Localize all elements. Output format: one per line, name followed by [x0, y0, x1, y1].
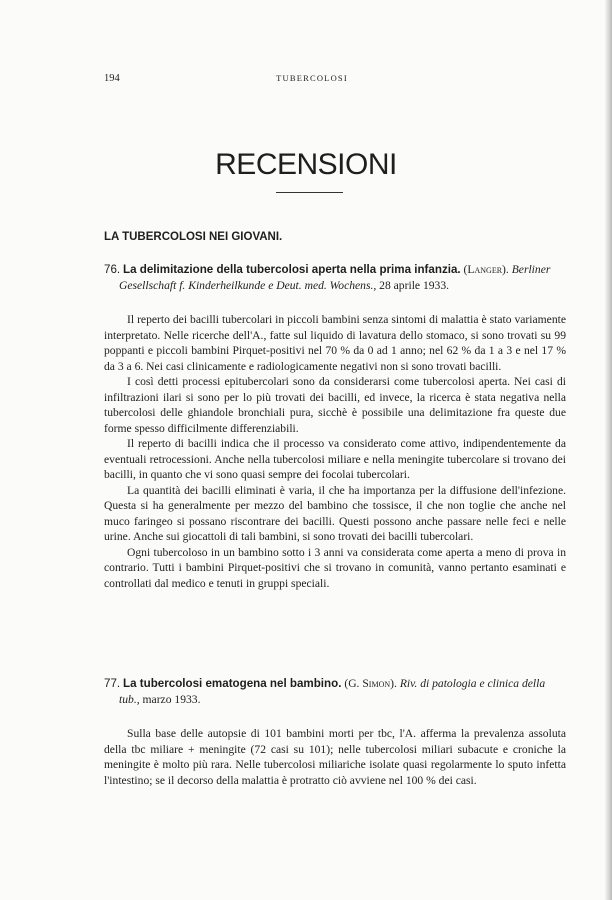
review-entry	[104, 676, 566, 788]
review-author: (Langer).	[463, 263, 509, 276]
review-number: 77.	[104, 677, 121, 690]
review-title: La tubercolosi ematogena nel bambino.	[123, 677, 342, 690]
review-title: La delimitazione della tubercolosi aperta nella prima infanzia.	[123, 263, 461, 276]
page-number: 194	[104, 73, 120, 84]
review-paragraph: Il reperto dei bacilli tubercolari in piccoli bambini senza sintomi di malattia è stato variamente interpretato. Nelle ricerche dell'A., fatte sul liquido di lavatura dello stomaco, si sono trovati su 99 poppanti e piccoli bambini Pirquet-positivi nel 70 % da 0 ad 1 anno; nel 62 % da 1 a 3 e nel 17 % da 3 a 6. Nei casi clinicamente e radiologicamente negativi non si sono trovati bacilli.	[104, 313, 566, 373]
journal-name: TUBERCOLOSI	[276, 73, 348, 83]
review-body	[104, 312, 566, 591]
section-title-rule	[276, 192, 343, 193]
review-paragraph: La quantità dei bacilli eliminati è varia, il che ha importanza per la diffusione dell'infezione. Questa si ha generalmente per mezzo del bambino che tossisce, il che non toglie che anche nel muco faringeo si possano riscontrare dei bacilli. Questi possono anche passare nelle feci e nelle urine. Anche sui giocattoli di tali bambini, si sono trovati dei bacilli tubercolari.	[104, 483, 566, 543]
running-head	[104, 73, 520, 87]
section-title: RECENSIONI	[215, 148, 397, 181]
review-date: 28 aprile 1933.	[379, 278, 450, 292]
review-paragraph: Il reperto di bacilli indica che il processo va considerato come attivo, indipendentemente da eventuali retrocessioni. Anche nella tubercolosi miliare e nella meningite tubercolare si trovano dei bacilli, in quanto che vi sono quasi sempre dei focolai tubercolari.	[104, 437, 566, 481]
topic-heading: LA TUBERCOLOSI NEI GIOVANI.	[104, 231, 283, 243]
review-entry	[104, 262, 566, 591]
review-citation	[104, 262, 566, 293]
review-source: Berliner Gesellschaft f. Kinderheilkunde e Deut. med. Wochens.,	[119, 263, 551, 292]
review-paragraph: Sulla base delle autopsie di 101 bambini morti per tbc, l'A. afferma la prevalenza assoluta della tbc miliare + meningite (72 casi su 101); nelle tubercolosi miliari subacute e croniche la meningite è molto più rara. Nelle tubercolosi miliariche isolate quasi regolarmente lo sputo infetta l'intestino; se il decorso della malattia è protratto ciò avviene nel 100 % dei casi.	[104, 727, 566, 787]
review-number: 76.	[104, 263, 121, 276]
review-source: Riv. di patologia e clinica della tub.,	[119, 677, 546, 706]
review-paragraph: I così detti processi epitubercolari sono da considerarsi come tubercolosi aperta. Nei casi di infiltrazioni ilari si sono per lo più trovati dei bacilli, ed invece, la ricerca è stata negativa nella tubercolosi delle ghiandole bronchiali pura, sicchè è possibile una delimitazione fra queste due forme spesso difficilmente differenziabili.	[104, 375, 566, 435]
review-date: marzo 1933.	[142, 692, 201, 706]
review-citation	[104, 676, 566, 707]
review-author: (G. Simon).	[344, 677, 397, 690]
book-spine-shadow	[605, 0, 612, 900]
review-paragraph: Ogni tubercoloso in un bambino sotto i 3 anni va considerata come aperta a meno di prova in contrario. Tutti i bambini Pirquet-positivi che si trovano in comunità, vanno pertanto esaminati e controllati dal medico e tenuti in gruppi speciali.	[104, 545, 566, 590]
review-body	[104, 726, 566, 788]
